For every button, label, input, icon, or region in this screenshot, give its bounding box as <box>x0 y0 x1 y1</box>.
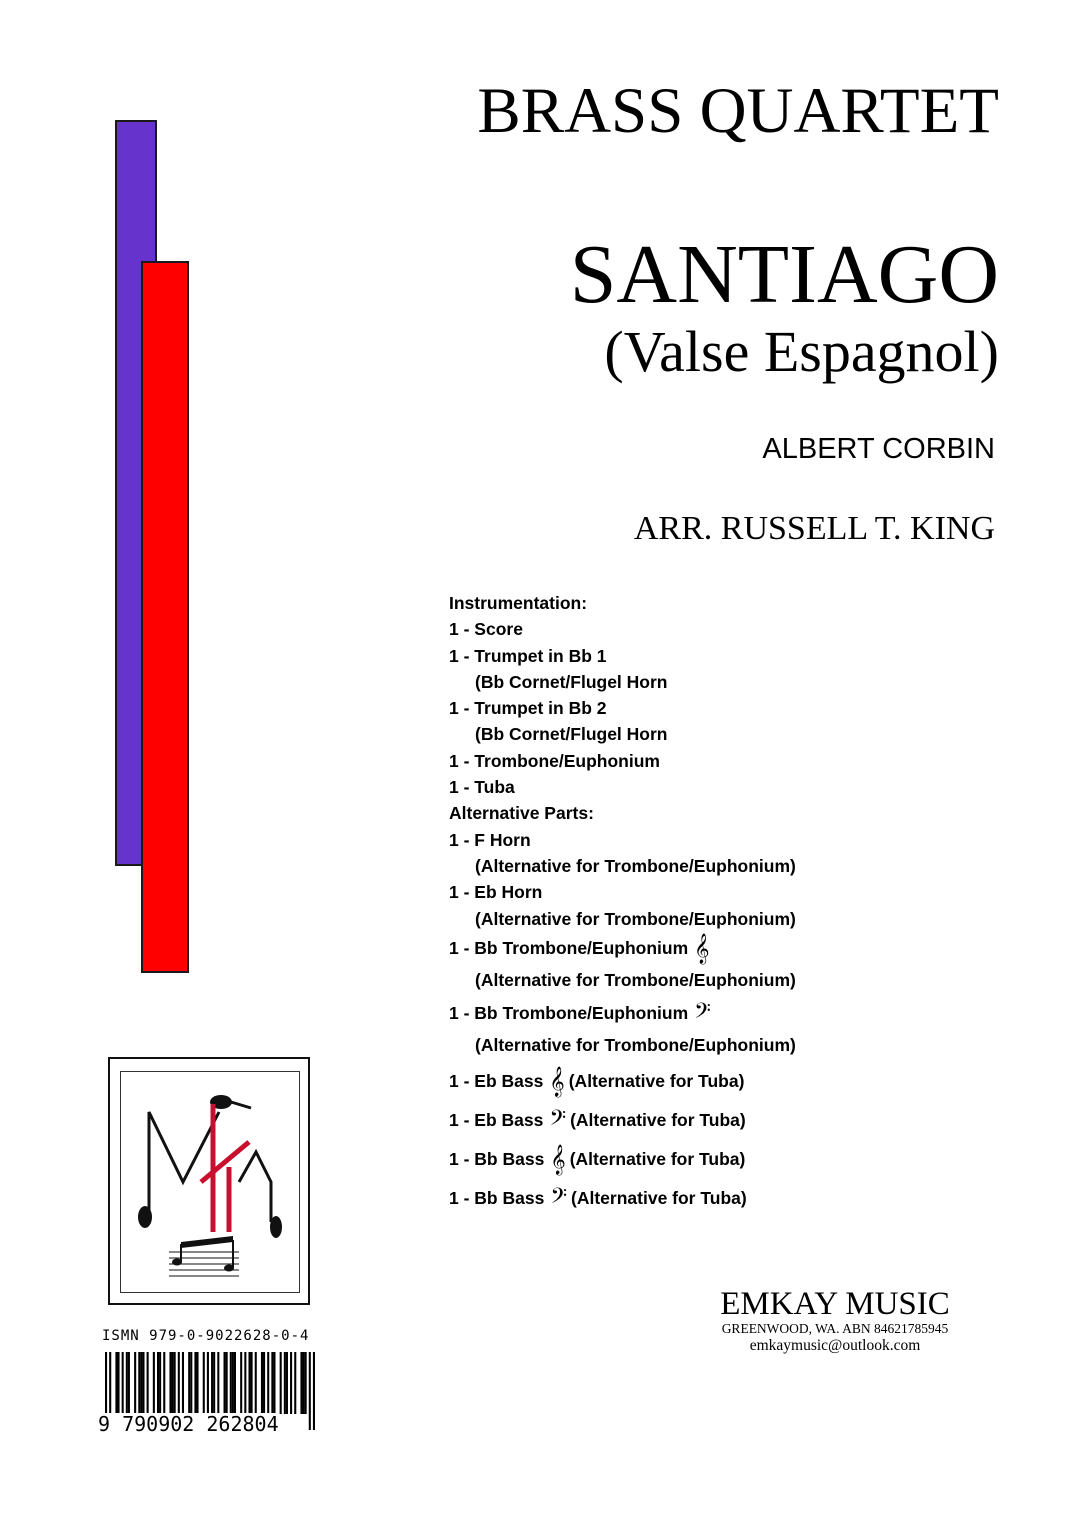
list-item <box>449 1062 796 1101</box>
barcode-stripe <box>313 1352 315 1430</box>
list-item: 1 - Trumpet in Bb 2 <box>449 698 607 719</box>
barcode-stripe <box>305 1352 307 1414</box>
barcode-stripe <box>284 1352 286 1414</box>
emkay-logo-icon <box>121 1072 299 1292</box>
instrumentation-heading: Instrumentation: <box>449 593 588 613</box>
barcode-stripe <box>159 1352 161 1414</box>
list-item <box>449 1101 796 1140</box>
ensemble-title: BRASS QUARTET <box>477 75 999 147</box>
list-item: (Alternative for Trombone/Euphonium) <box>475 908 796 929</box>
barcode-stripe <box>255 1352 257 1414</box>
barcode-stripe <box>263 1352 265 1414</box>
list-item <box>449 1179 796 1218</box>
list-item: (Bb Cornet/Flugel Horn <box>475 724 668 745</box>
list-item <box>449 1140 796 1179</box>
barcode-stripe <box>290 1352 292 1414</box>
list-item <box>449 997 796 1030</box>
barcode-stripe <box>300 1352 302 1414</box>
work-title: SANTIAGO <box>569 228 999 321</box>
barcode-stripe <box>163 1352 165 1414</box>
list-item: (Alternative for Trombone/Euphonium) <box>475 1035 796 1056</box>
barcode-stripe <box>248 1352 250 1414</box>
arranger-name: ARR. RUSSELL T. KING <box>633 510 995 547</box>
barcode-stripe <box>244 1352 246 1414</box>
instrumentation-list <box>449 590 796 1218</box>
barcode-stripe <box>140 1352 142 1414</box>
part-label: 1 - Bb Trombone/Euphonium <box>449 937 689 958</box>
barcode-stripe <box>303 1352 305 1414</box>
barcode-stripe <box>157 1352 159 1414</box>
barcode-digits: 9 790902 262804 <box>98 1412 279 1436</box>
barcode-stripe <box>122 1352 124 1414</box>
publisher-email: emkaymusic@outlook.com <box>749 1337 921 1354</box>
barcode-stripe <box>115 1352 117 1414</box>
part-note: (Alternative for Tuba) <box>568 1070 745 1091</box>
list-item: (Bb Cornet/Flugel Horn <box>475 671 668 692</box>
barcode-stripe <box>194 1352 196 1414</box>
list-item: 1 - Score <box>449 619 523 640</box>
part-label: 1 - Bb Trombone/Euphonium <box>449 1002 689 1023</box>
barcode-stripe <box>138 1352 140 1414</box>
barcode-stripe <box>188 1352 190 1414</box>
composer-name: ALBERT CORBIN <box>762 433 995 465</box>
barcode-stripe <box>128 1352 130 1414</box>
barcode-stripe <box>224 1352 226 1414</box>
part-label: 1 - Eb Bass <box>449 1070 544 1091</box>
barcode-stripe <box>232 1352 234 1414</box>
list-item <box>449 932 796 965</box>
list-item: 1 - F Horn <box>449 829 531 850</box>
barcode-stripe <box>234 1352 236 1414</box>
barcode-stripe <box>172 1352 174 1414</box>
barcode-stripe <box>226 1352 228 1414</box>
part-note: (Alternative for Tuba) <box>569 1148 746 1169</box>
barcode-stripe <box>251 1352 253 1414</box>
barcode-stripe <box>178 1352 180 1414</box>
barcode-stripe <box>142 1352 144 1414</box>
alternative-parts-heading: Alternative Parts: <box>449 803 594 824</box>
bass-clef-icon: 𝄢 <box>694 999 711 1030</box>
barcode-stripe <box>134 1352 136 1414</box>
ismn-number: ISMN 979-0-9022628-0-4 <box>102 1328 310 1344</box>
barcode-stripe <box>190 1352 192 1414</box>
bass-clef-icon: 𝄢 <box>550 1184 568 1215</box>
list-item: 1 - Trumpet in Bb 1 <box>449 645 607 666</box>
part-label: 1 - Eb Bass <box>449 1109 544 1130</box>
barcode-stripe <box>286 1352 288 1414</box>
barcode-stripe <box>261 1352 263 1414</box>
barcode-stripe <box>182 1352 184 1414</box>
list-item: 1 - Tuba <box>449 777 515 798</box>
barcode-stripe <box>203 1352 205 1414</box>
treble-clef-icon: 𝄞 <box>549 1067 565 1098</box>
treble-clef-icon: 𝄞 <box>550 1145 566 1176</box>
barcode-stripe <box>153 1352 155 1414</box>
list-item: 1 - Eb Horn <box>449 882 543 903</box>
barcode-stripe <box>240 1352 242 1414</box>
part-note: (Alternative for Tuba) <box>570 1109 746 1130</box>
barcode-stripe <box>267 1352 269 1414</box>
work-subtitle: (Valse Espagnol) <box>604 319 999 384</box>
barcode-stripe <box>169 1352 171 1414</box>
bass-clef-icon: 𝄢 <box>549 1106 567 1137</box>
publisher-block <box>700 1287 970 1354</box>
barcode-stripe <box>147 1352 149 1414</box>
barcode-stripe <box>196 1352 198 1414</box>
barcode-stripe <box>309 1352 311 1430</box>
treble-clef-icon: 𝄞 <box>694 934 710 965</box>
part-note: (Alternative for Tuba) <box>571 1187 747 1208</box>
barcode-stripe <box>273 1352 275 1414</box>
part-label: 1 - Bb Bass <box>449 1187 545 1208</box>
barcode-stripe <box>294 1352 296 1414</box>
barcode-stripe <box>117 1352 119 1414</box>
publisher-logo <box>108 1057 310 1305</box>
barcode-stripe <box>271 1352 273 1414</box>
list-item: 1 - Trombone/Euphonium <box>449 750 660 771</box>
barcode-stripe <box>174 1352 176 1414</box>
barcode-stripe <box>280 1352 282 1414</box>
publisher-name: EMKAY MUSIC <box>720 1286 950 1322</box>
barcode-stripe <box>230 1352 232 1414</box>
list-item: (Alternative for Trombone/Euphonium) <box>475 855 796 876</box>
decorative-bar-red <box>141 261 189 973</box>
part-label: 1 - Bb Bass <box>449 1148 545 1169</box>
publisher-address: GREENWOOD, WA. ABN 84621785945 <box>721 1321 949 1336</box>
barcode-stripe <box>217 1352 219 1414</box>
logo-frame <box>120 1071 300 1293</box>
list-item: (Alternative for Trombone/Euphonium) <box>475 970 796 991</box>
barcode-stripe <box>126 1352 128 1414</box>
